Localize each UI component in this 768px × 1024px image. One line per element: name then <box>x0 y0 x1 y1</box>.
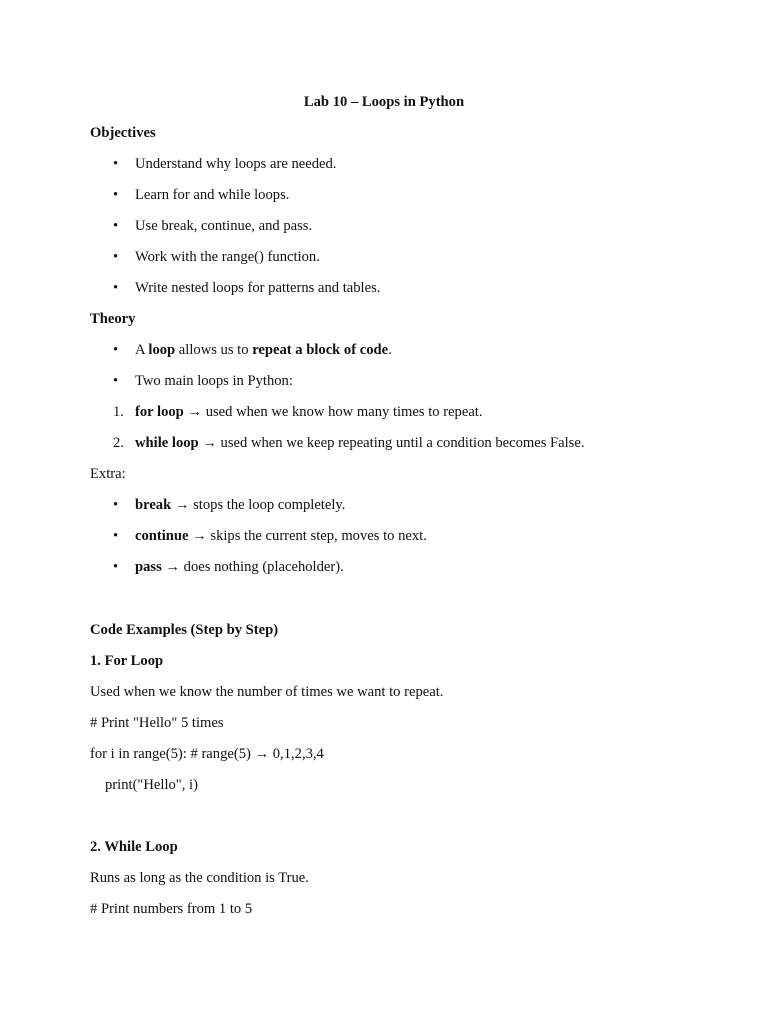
code-line: # Print numbers from 1 to 5 <box>90 901 253 917</box>
objective-text: Learn for and while loops. <box>135 187 290 203</box>
bullet-icon: • <box>113 373 119 389</box>
objective-text: Write nested loops for patterns and tables. <box>135 280 381 296</box>
item-number: 2. <box>113 435 124 451</box>
examples-heading: Code Examples (Step by Step) <box>90 622 279 638</box>
for-loop-heading: 1. For Loop <box>90 653 164 669</box>
objective-text: Understand why loops are needed. <box>135 156 337 172</box>
theory-heading: Theory <box>90 311 136 327</box>
extra-text: continue → skips the current step, moves to next. <box>135 528 427 544</box>
code-line: # Print "Hello" 5 times <box>90 715 224 731</box>
objective-text: Work with the range() function. <box>135 249 320 265</box>
bullet-icon: • <box>113 497 119 513</box>
while-loop-heading: 2. While Loop <box>90 839 178 855</box>
bullet-icon: • <box>113 187 119 203</box>
bullet-icon: • <box>113 528 119 544</box>
theory-text: Two main loops in Python: <box>135 373 293 389</box>
bullet-icon: • <box>113 218 119 234</box>
theory-text: A loop allows us to repeat a block of code. <box>135 342 392 358</box>
bullet-icon: • <box>113 249 119 265</box>
code-line: for i in range(5): # range(5) → 0,1,2,3,4 <box>90 746 324 762</box>
extra-text: pass → does nothing (placeholder). <box>135 559 344 575</box>
objectives-heading: Objectives <box>90 125 156 141</box>
while-loop-description: Runs as long as the condition is True. <box>90 870 309 886</box>
code-line: print("Hello", i) <box>105 777 198 793</box>
extra-text: break → stops the loop completely. <box>135 497 346 513</box>
numbered-text: while loop → used when we keep repeating until a condition becomes False. <box>135 435 585 451</box>
for-loop-description: Used when we know the number of times we want to repeat. <box>90 684 444 700</box>
bullet-icon: • <box>113 559 119 575</box>
bullet-icon: • <box>113 280 119 296</box>
item-number: 1. <box>113 404 124 420</box>
bullet-icon: • <box>113 156 119 172</box>
extra-label: Extra: <box>90 466 126 482</box>
page-title: Lab 10 – Loops in Python <box>303 94 465 110</box>
objective-text: Use break, continue, and pass. <box>135 218 313 234</box>
numbered-text: for loop → used when we know how many times to repeat. <box>135 404 483 420</box>
bullet-icon: • <box>113 342 119 358</box>
